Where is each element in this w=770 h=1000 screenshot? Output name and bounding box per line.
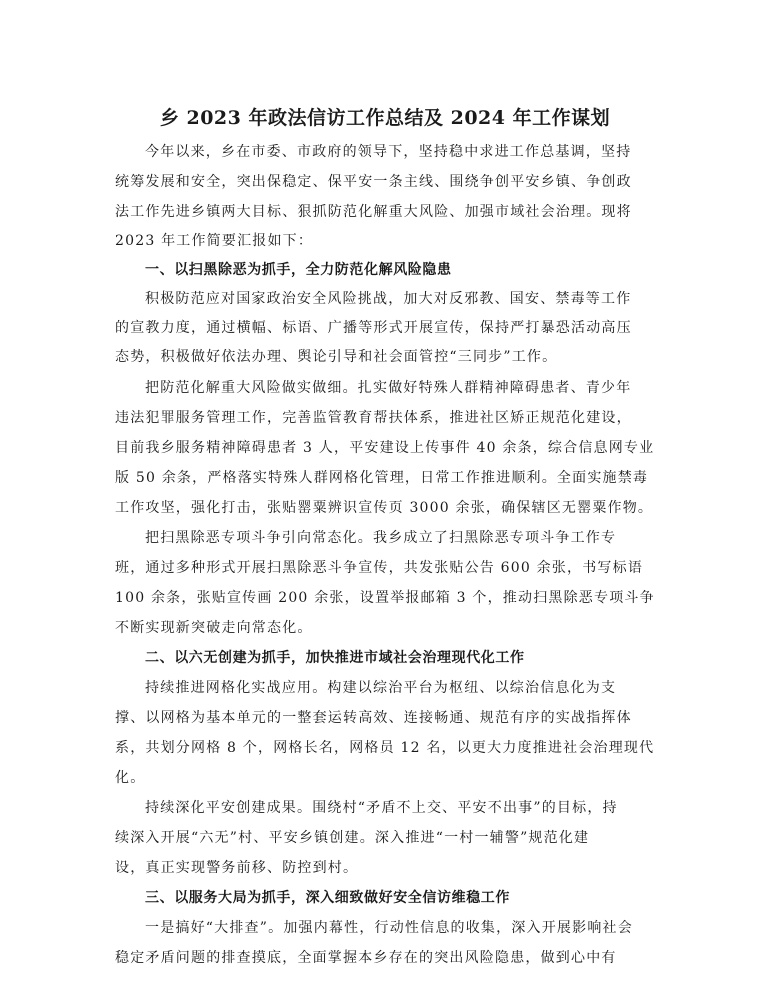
body-text-line: 撑、以网格为基本单元的一整套运转高效、连接畅通、规范有序的实战指挥体 [115,710,632,726]
section-heading: 二、以六无创建为抓手，加快推进市域社会治理现代化工作 [145,650,525,666]
body-text-line: 目前我乡服务精神障碍患者 3 人，平安建设上传事件 40 余条，综合信息网专业 [115,440,655,456]
body-text-line: 统筹发展和安全，突出保稳定、保平安一条主线、围绕争创平安乡镇、争创政 [115,174,632,190]
body-text-line: 稳定矛盾问题的排查摸底，全面掌握本乡存在的突出风险隐患，做到心中有 [115,950,617,966]
body-text-line: 把扫黑除恶专项斗争引向常态化。我乡成立了扫黑除恶专项斗争工作专 [145,530,617,546]
body-text-line: 法工作先进乡镇两大目标、狠抓防范化解重大风险、加强市域社会治理。现将 [115,204,632,220]
body-text-line: 一是搞好“大排查”。加强内幕性，行动性信息的收集，深入开展影响社会 [145,920,633,936]
section-heading: 三、以服务大局为抓手，深入细致做好安全信访维稳工作 [145,890,510,906]
body-text-line: 的宣教力度，通过横幅、标语、广播等形式开展宣传，保持严打暴恐活动高压 [115,320,632,336]
body-text-line: 系，共划分网格 8 个，网格长名，网格员 12 名，以更大力度推进社会治理现代 [115,740,655,756]
body-text-line: 今年以来，乡在市委、市政府的领导下，坚持稳中求进工作总基调，坚持 [145,144,632,160]
body-text-line: 版 50 余条，严格落实特殊人群网格化管理，日常工作推进顺利。全面实施禁毒 [115,470,649,486]
body-text-line: 态势，积极做好依法办理、舆论引导和社会面管控“三同步”工作。 [115,349,558,365]
body-text-line: 把防范化解重大风险做实做细。扎实做好特殊人群精神障碍患者、青少年 [145,380,632,396]
section-heading: 一、以扫黑除恶为抓手，全力防范化解风险隐患 [145,262,452,278]
body-text-line: 不断实现新突破走向常态化。 [115,620,313,636]
body-text-line: 积极防范应对国家政治安全风险挑战，加大对反邪教、国安、禁毒等工作 [145,291,632,307]
body-text-line: 工作攻坚，强化打击，张贴罂粟辨识宣传页 3000 余张，确保辖区无罂粟作物。 [115,500,654,516]
body-text-line: 100 余条，张贴宣传画 200 余张，设置举报邮箱 3 个，推动扫黑除恶专项斗争 [115,590,655,606]
body-text-line: 续深入开展“六无”村、平安乡镇创建。深入推进“一村一辅警”规范化建 [115,830,590,846]
body-text-line: 持续深化平安创建成果。围绕村“矛盾不上交、平安不出事”的目标，持 [145,800,618,816]
body-text-line: 2023 年工作简要汇报如下： [115,233,314,249]
document-title: 乡 2023 年政法信访工作总结及 2024 年工作谋划 [159,107,611,129]
body-text-line: 班，通过多种形式开展扫黑除恶斗争宣传，共发张贴公告 600 余张，书写标语 [115,560,644,576]
body-text-line: 违法犯罪服务管理工作，完善监管教育帮扶体系，推进社区矫正规范化建设， [115,410,632,426]
body-text-line: 化。 [115,770,146,786]
body-text-line: 持续推进网格化实战应用。构建以综治平台为枢纽、以综治信息化为支 [145,680,617,696]
body-text-line: 设，真正实现警务前移、防控到村。 [115,860,359,876]
